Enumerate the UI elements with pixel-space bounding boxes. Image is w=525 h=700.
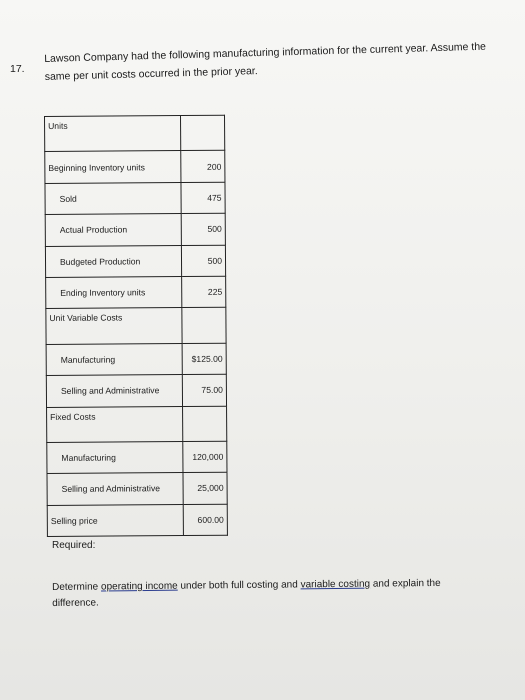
table-row bbox=[45, 182, 225, 215]
row-label: Beginning Inventory units bbox=[45, 151, 181, 183]
instruction-line-2: difference. bbox=[52, 597, 99, 609]
required-instruction bbox=[52, 575, 492, 612]
row-value bbox=[183, 406, 227, 442]
row-value: 200 bbox=[181, 151, 225, 183]
prompt-line-2: same per unit costs occurred in the prior year. bbox=[44, 65, 258, 83]
instruction-underlined-operating-income: operating income bbox=[100, 580, 178, 593]
instruction-text-2: under both full costing and bbox=[177, 579, 301, 592]
table-row bbox=[45, 115, 225, 152]
table-row bbox=[46, 374, 226, 407]
prompt-line-1: Lawson Company had the following manufacturing information for the current year. Assume the bbox=[44, 40, 487, 65]
row-value: 225 bbox=[182, 276, 226, 308]
row-label: Selling price bbox=[47, 504, 183, 536]
row-label: Selling and Administrative bbox=[47, 473, 183, 505]
row-value: 600.00 bbox=[183, 504, 227, 536]
row-value: 500 bbox=[181, 213, 225, 245]
row-label: Selling and Administrative bbox=[46, 375, 182, 407]
instruction-text-1: Determine bbox=[52, 581, 102, 593]
table-row bbox=[47, 441, 227, 474]
data-table-wrapper bbox=[44, 115, 228, 537]
row-value bbox=[182, 308, 226, 344]
instruction-text-3: and explain the bbox=[369, 577, 441, 590]
row-label: Manufacturing bbox=[47, 441, 183, 473]
question-prompt bbox=[44, 37, 505, 86]
row-label: Actual Production bbox=[45, 214, 181, 246]
table-row bbox=[45, 213, 225, 246]
table-row bbox=[46, 343, 226, 376]
question-number: 17. bbox=[10, 63, 25, 75]
row-value bbox=[181, 115, 225, 151]
table-row bbox=[46, 308, 226, 345]
table-row bbox=[46, 276, 226, 309]
row-label: Units bbox=[45, 116, 181, 152]
row-label: Sold bbox=[45, 182, 181, 214]
row-value: 500 bbox=[181, 245, 225, 277]
cost-data-table bbox=[44, 115, 228, 537]
row-label: Unit Variable Costs bbox=[46, 308, 182, 344]
row-value: 120,000 bbox=[183, 441, 227, 473]
table-row bbox=[45, 151, 225, 184]
row-value: 475 bbox=[181, 182, 225, 214]
table-row bbox=[47, 473, 227, 506]
instruction-underlined-variable-costing: variable costing bbox=[300, 578, 371, 591]
required-label: Required: bbox=[52, 540, 96, 551]
row-label: Ending Inventory units bbox=[46, 276, 182, 308]
table-row bbox=[47, 504, 227, 537]
table-row bbox=[45, 245, 225, 278]
row-label: Budgeted Production bbox=[45, 245, 181, 277]
table-row bbox=[47, 406, 227, 443]
row-value: 75.00 bbox=[182, 374, 226, 406]
row-label: Manufacturing bbox=[46, 343, 182, 375]
row-label: Fixed Costs bbox=[47, 406, 183, 442]
row-value: $125.00 bbox=[182, 343, 226, 375]
row-value: 25,000 bbox=[183, 473, 227, 505]
